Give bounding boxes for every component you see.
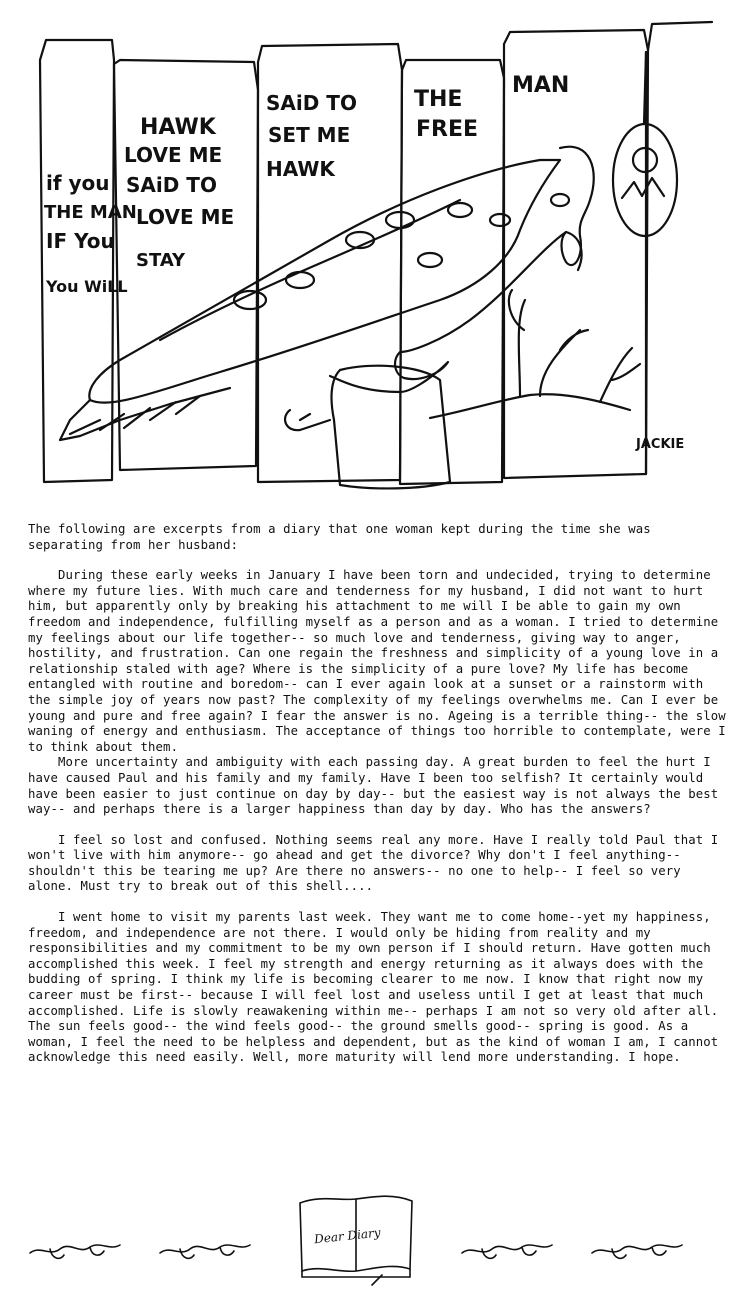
spine-1-line-1: if you [46,171,110,195]
diary-entry-4: I went home to visit my parents last week. They want me to come home--yet my happiness, freedom, and independence are not there. I would only be hiding from reality and my responsibilities and my commitment to be my own person if I should return. Have gotten much accomplished this week. I feel my strength and energy returning as it always does with the budding of spring. I think my life is becoming clearer to me now. I know that right now my career must be first-- because I will feel lost and useless until I get at least that much accomplished. Life is slowly reawakening within me-- perhaps I am not so very old after all. The sun feels good-- the wind feels good-- the ground smells good-- spring is good. As a woman, I feel the need to be helpless and dependent, but as the kind of woman I am, I cannot acknowledge this need easily. Well, more maturity will lend more understanding. I hope. [28,910,719,1065]
hawk-body [330,147,594,392]
spine-2-line-4: LOVE ME [136,205,235,229]
spine-3-line-2: SET ME [268,123,351,147]
diary-entry-1: During these early weeks in January I have been torn and undecided, trying to determine where my future lies. With much care and tenderness for my husband, I did not want to hurt him, but apparently only by breaking his attachment to me will I be able to gain my own freedom and independence, fulfilling myself as a person and as a woman. I tried to determine my feelings about our life together-- so much love and tenderness, giving way to anger, hostility, and frustration. Can one regain the freshness and simplicity of a young love in a relationship staled with age? Where is the simplicity of a pure love? My life has become entangled with routine and boredom-- can I ever again look at a sunset or a rainstorm with the simple joy of years now past? The complexity of my feelings overwhelms me. Can I ever be young and pure and free again? I fear the answer is no. Ageing is a terrible thing-- the slow waning of energy and enthusiasm. The acceptance of things too horrible to contemplate, were I to think about them. [28,568,726,754]
artist-signature: JACKIE [636,437,685,452]
spine-1-line-3: IF You [46,229,115,253]
article-intro: The following are excerpts from a diary that one woman kept during the time she was separating from her husband: [28,522,651,552]
diary-book-label: Dear Diary [313,1225,382,1247]
diary-article [28,522,728,1066]
spine-3-line-3: HAWK [266,157,335,181]
diary-entry-3: I feel so lost and confused. Nothing seems real any more. Have I really told Paul that I won't live with him anymore-- go ahead and get the divorce? Why don't I feel anything-- shouldn't this be tearing me up? Are there no answers-- no one to help-- I feel so very alone. Must try to break out of this shell.... [28,832,719,894]
vine-ornament-left-2 [160,1245,250,1258]
diary-entry-2: More uncertainty and ambiguity with each passing day. A great burden to feel the hurt I have caused Paul and his family and my family. Have I been too selfish? It certainly would have been easier to just continue on day by day-- but the easiest way is not always the best way-- and perhaps there is a larger happiness than day by day. Who has the answers? [28,755,719,817]
perch-branch [430,394,630,418]
book-spine-1 [40,40,114,482]
footer-decoration [0,1185,750,1299]
spine-2-line-2: LOVE ME [124,143,223,167]
hawk-eye [551,194,569,206]
spine-2-line-3: SAiD TO [126,173,217,197]
vine-ornament-right-2 [592,1245,682,1258]
spine-2-line-1: HAWK [140,115,216,140]
spine-1-line-2: THE MAN [44,202,137,223]
spine-1-line-4: You WiLL [46,277,128,296]
hawk-illustration [0,0,750,510]
spine-2-line-5: STAY [136,250,186,271]
spine-4-line-1: THE [414,87,463,112]
spine-3-line-1: SAiD TO [266,91,357,115]
spine-4-line-2: FREE [416,117,479,142]
vine-ornament-left-1 [30,1245,120,1258]
spine-5-line-1: MAN [512,73,570,98]
vine-ornament-right-1 [462,1245,552,1258]
book-spine-6 [648,22,712,50]
